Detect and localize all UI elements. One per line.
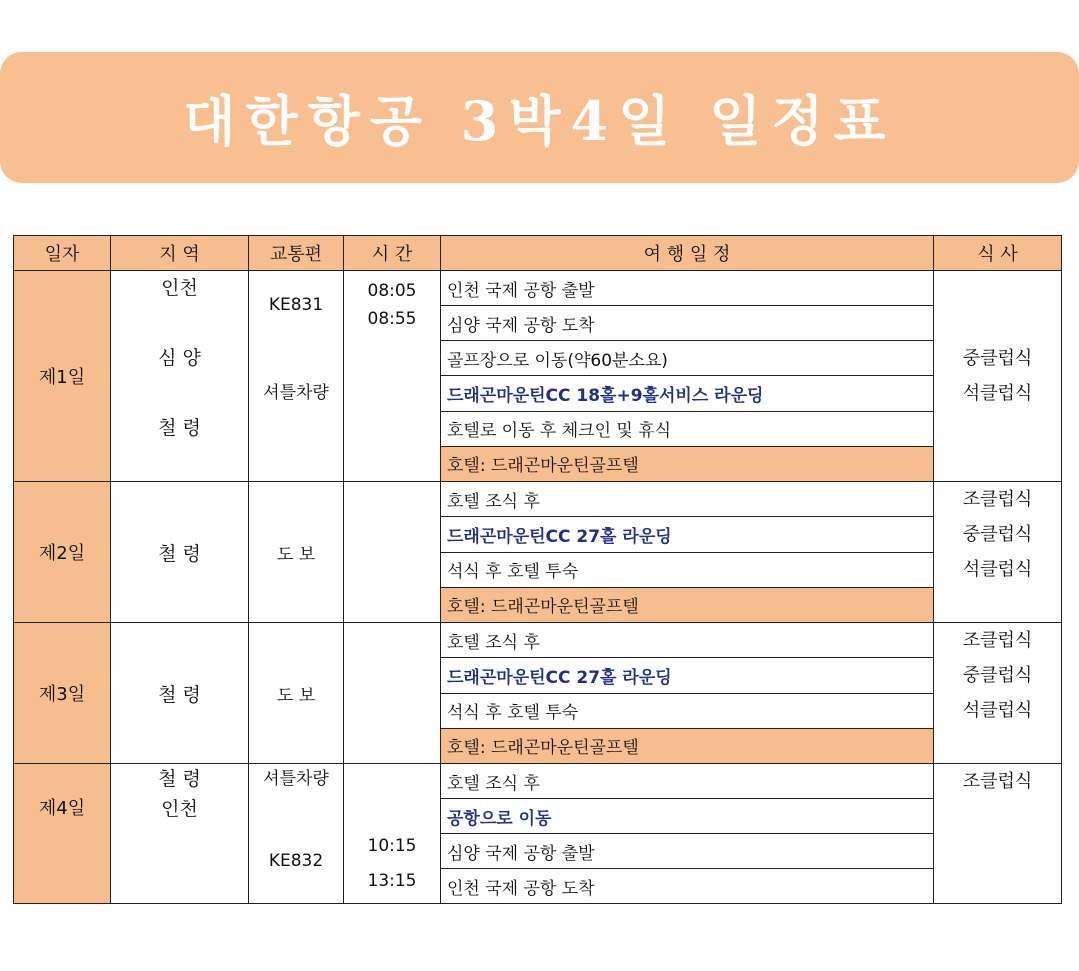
time-text bbox=[344, 333, 440, 368]
region-text: 철 령 bbox=[158, 768, 201, 790]
itinerary-item: 호텔 조식 후 bbox=[441, 623, 934, 658]
header-row bbox=[14, 236, 1062, 271]
time-cell bbox=[344, 482, 441, 623]
itinerary-item: 심양 국제 공항 출발 bbox=[441, 834, 934, 869]
region-text bbox=[111, 306, 248, 341]
meal-text bbox=[934, 587, 1061, 622]
region-text: 철 령 bbox=[158, 417, 201, 439]
transport-text: 도 보 bbox=[249, 482, 344, 623]
meal-text bbox=[934, 271, 1061, 306]
region-text: 인천 bbox=[161, 798, 198, 820]
table-row bbox=[14, 623, 1062, 658]
itinerary-item: 호텔 조식 후 bbox=[441, 764, 934, 799]
header-time: 시 간 bbox=[344, 236, 441, 271]
time-text bbox=[344, 368, 440, 403]
region-text: 심 양 bbox=[158, 347, 201, 369]
table-row bbox=[14, 271, 1062, 306]
time-text bbox=[344, 438, 440, 473]
itinerary-item-highlight: 공항으로 이동 bbox=[441, 799, 934, 834]
itinerary-table bbox=[13, 235, 1062, 904]
time-text: 10:15 bbox=[367, 836, 417, 856]
meal-text: 중클럽식 bbox=[962, 524, 1033, 545]
meal-text bbox=[934, 306, 1061, 341]
region-text bbox=[111, 446, 248, 481]
meal-text bbox=[934, 411, 1061, 446]
time-cell bbox=[344, 271, 441, 482]
meal-text: 석클럽식 bbox=[962, 559, 1033, 580]
meal-cell bbox=[934, 271, 1062, 482]
itinerary-item: 심양 국제 공항 도착 bbox=[441, 306, 934, 341]
time-cell bbox=[344, 623, 441, 764]
transport-text: KE831 bbox=[268, 295, 324, 315]
itinerary-item: 석식 후 호텔 투숙 bbox=[441, 693, 934, 728]
region-text: 인천 bbox=[161, 277, 198, 299]
itinerary-item: 호텔 조식 후 bbox=[441, 482, 934, 517]
time-text bbox=[344, 764, 440, 799]
transport-text: 셔틀차량 bbox=[263, 383, 329, 403]
time-text bbox=[344, 799, 440, 829]
header-transport: 교통편 bbox=[249, 236, 344, 271]
title-banner bbox=[0, 52, 1079, 183]
meal-text bbox=[934, 728, 1061, 763]
page-title: 대한항공 3박4일 일정표 bbox=[183, 89, 896, 153]
meal-text: 석클럽식 bbox=[962, 383, 1033, 404]
region-text: 철 령 bbox=[111, 482, 249, 623]
header-region: 지 역 bbox=[111, 236, 249, 271]
meal-text bbox=[934, 446, 1061, 481]
region-text: 철 령 bbox=[111, 623, 249, 764]
itinerary-item: 석식 후 호텔 투숙 bbox=[441, 552, 934, 587]
day-label: 제2일 bbox=[14, 482, 111, 623]
meal-text: 조클럽식 bbox=[962, 771, 1033, 792]
region-text bbox=[111, 376, 248, 411]
meal-text: 석클럽식 bbox=[962, 700, 1033, 721]
itinerary-item: 인천 국제 공항 출발 bbox=[441, 271, 934, 306]
transport-text bbox=[249, 446, 343, 481]
transport-text: 도 보 bbox=[249, 623, 344, 764]
transport-text: KE832 bbox=[268, 851, 324, 871]
region-cell bbox=[111, 764, 249, 904]
region-cell bbox=[111, 271, 249, 482]
transport-text bbox=[249, 323, 343, 358]
transport-text bbox=[249, 794, 343, 824]
itinerary-item: 호텔로 이동 후 체크인 및 휴식 bbox=[441, 411, 934, 446]
time-text: 13:15 bbox=[367, 871, 417, 891]
time-text bbox=[344, 403, 440, 438]
hotel-row: 호텔: 드래곤마운틴골프텔 bbox=[441, 728, 934, 763]
hotel-row: 호텔: 드래곤마운틴골프텔 bbox=[441, 587, 934, 622]
itinerary-item: 인천 국제 공항 도착 bbox=[441, 869, 934, 904]
itinerary-item-highlight: 드래곤마운틴CC 27홀 라운딩 bbox=[441, 658, 934, 693]
meal-text: 중클럽식 bbox=[962, 348, 1033, 369]
transport-text bbox=[249, 824, 343, 844]
day-label: 제4일 bbox=[14, 764, 111, 904]
meal-text: 조클럽식 bbox=[962, 630, 1033, 651]
transport-text: 셔틀차량 bbox=[263, 769, 329, 789]
time-text: 08:05 bbox=[367, 281, 417, 301]
transport-text bbox=[249, 358, 343, 376]
itinerary-item-highlight: 드래곤마운틴CC 18홀+9홀서비스 라운딩 bbox=[441, 376, 934, 411]
time-text: 08:55 bbox=[367, 309, 417, 329]
day-label: 제1일 bbox=[14, 271, 111, 482]
transport-text bbox=[249, 411, 343, 446]
header-day: 일자 bbox=[14, 236, 111, 271]
meal-cell bbox=[934, 482, 1062, 623]
hotel-row: 호텔: 드래곤마운틴골프텔 bbox=[441, 446, 934, 481]
itinerary-item: 골프장으로 이동(약60분소요) bbox=[441, 341, 934, 376]
header-itinerary: 여 행 일 정 bbox=[441, 236, 934, 271]
transport-cell bbox=[249, 271, 344, 482]
transport-cell bbox=[249, 764, 344, 904]
table-row bbox=[14, 764, 1062, 799]
itinerary-item-highlight: 드래곤마운틴CC 27홀 라운딩 bbox=[441, 517, 934, 552]
meal-text: 중클럽식 bbox=[962, 665, 1033, 686]
transport-text bbox=[249, 271, 343, 288]
day-label: 제3일 bbox=[14, 623, 111, 764]
time-cell bbox=[344, 764, 441, 904]
header-meal: 식 사 bbox=[934, 236, 1062, 271]
meal-cell bbox=[934, 764, 1062, 904]
meal-text: 조클럽식 bbox=[962, 489, 1033, 510]
meal-cell bbox=[934, 623, 1062, 764]
table-row bbox=[14, 482, 1062, 517]
